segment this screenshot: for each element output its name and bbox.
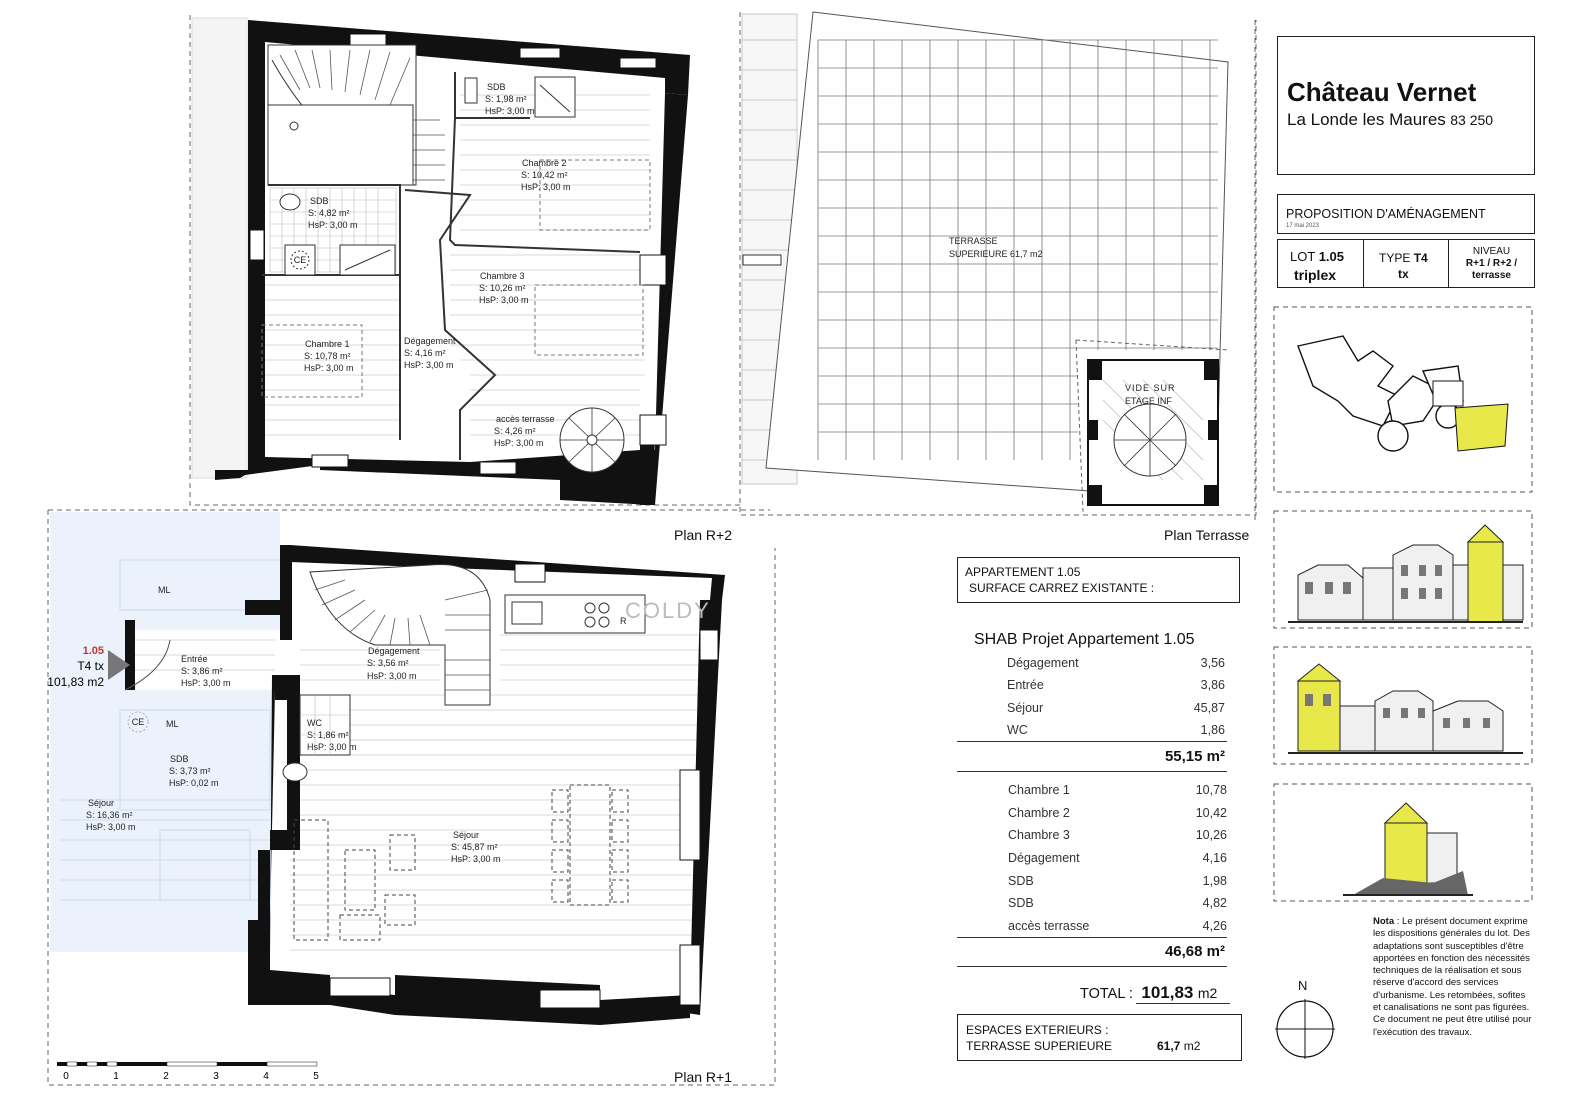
level-value: R+1 / R+2 / [1465, 258, 1518, 269]
lot-kind: triplex [1294, 267, 1337, 283]
r1-room-height: HsP: 3,00 m [451, 854, 501, 864]
shab-row-value: 4,16 [1202, 851, 1227, 865]
r2-room-surface: S: 4,16 m² [404, 348, 446, 358]
shab-rule [957, 966, 1227, 967]
r2-wc [280, 194, 300, 210]
r2-room-surface: S: 1,98 m² [485, 94, 527, 104]
scale-tick: 3 [213, 1071, 219, 1082]
proposal-box [1277, 194, 1535, 234]
proposal-title: PROPOSITION D'AMÉNAGEMENT [1286, 207, 1486, 221]
shab-total [1080, 983, 1217, 1003]
shab-row-value: 1,86 [1200, 723, 1225, 737]
carrez-box [957, 557, 1240, 603]
r1-room-name: WC [307, 718, 322, 728]
shab-row-value: 10,26 [1195, 828, 1227, 842]
r1-room-name: Dégagement [368, 646, 420, 656]
plan-r2 [0, 0, 760, 520]
r1-room-name: Séjour [453, 830, 480, 840]
r1-fridge-label: R [620, 616, 627, 626]
level-label: NIVEAU [1472, 246, 1511, 257]
nota-block [1373, 916, 1533, 1039]
elevation-back [1273, 783, 1535, 903]
north-arrow-icon [1274, 998, 1336, 1060]
nota-label: Nota [1373, 916, 1395, 927]
ghost-room-height: HsP: 3,00 m [86, 822, 136, 832]
project-postcode: 83 250 [1450, 112, 1494, 128]
proposal-date: 17 mai 2023 [1286, 223, 1320, 229]
plan-r2-title: Plan R+2 [674, 527, 732, 543]
r1-kitchen [505, 595, 645, 633]
r1-ml-label: ML [158, 585, 171, 595]
ghost-room-surface: S: 3,73 m² [169, 766, 211, 776]
r2-room-name: SDB [487, 82, 506, 92]
r2-room-name: Chambre 1 [305, 339, 350, 349]
carrez-line2: SURFACE CARREZ EXISTANTE : [969, 581, 1155, 595]
r2-room-height: HsP: 3,00 m [494, 438, 544, 448]
shab-rule [957, 741, 1227, 742]
lot-info-divider [1363, 240, 1364, 287]
r2-room-height: HsP: 3,00 m [485, 106, 535, 116]
nota-text: : Le présent document exprime les dispositions générales du lot. Des adaptations sont susceptibles d'être apportées en fonction des nécessités techniques de la réalisation et sous réserve d'accord des services d'urbanisme. Les retombées, sofites et canalisations ne sont pas figurées. Ce document ne peut être utilisé pour l'exécution des travaux. [1373, 916, 1532, 1038]
scale-bar [57, 1062, 319, 1082]
project-town: La Londe les Maures [1287, 110, 1446, 129]
project-location [1287, 110, 1493, 130]
shab-row-value: 4,26 [1202, 919, 1227, 933]
r2-ce-label: CE [293, 255, 307, 265]
sheet-divider [1250, 20, 1260, 520]
site-key-highlight [1455, 404, 1508, 451]
shab-row-value: 45,87 [1193, 701, 1225, 715]
ghost-room-name: SDB [170, 754, 189, 764]
elevation-side [1273, 646, 1535, 766]
shab-row-value: 10,42 [1195, 806, 1227, 820]
lot-marker-number: 1.05 [82, 645, 104, 657]
terrace-label: TERRASSE [949, 236, 998, 246]
scale-tick: 4 [263, 1071, 269, 1082]
r2-room-name: Chambre 3 [480, 271, 525, 281]
total-value: 101,83 [1141, 983, 1194, 1002]
shab-group2-total: 46,68 m² [1164, 943, 1225, 960]
r1-room-surface: S: 1,86 m² [307, 730, 349, 740]
shab-row-value: 10,78 [1195, 783, 1227, 797]
lot-type [1379, 251, 1428, 265]
lot-marker-area: 101,83 m2 [47, 675, 104, 689]
r2-room-surface: S: 10,78 m² [304, 351, 351, 361]
ghost-apartment [50, 512, 280, 952]
r2-room-name: Chambre 2 [522, 158, 567, 168]
r1-wc-toilet [283, 763, 307, 781]
shab-row-name: SDB [1008, 896, 1034, 910]
lot-value: 1.05 [1318, 249, 1344, 264]
r1-room-surface: S: 45,87 m² [451, 842, 498, 852]
r2-room-height: HsP: 3,00 m [304, 363, 354, 373]
r2-room-name: Dégagement [404, 336, 456, 346]
type-prefix: TYPE [1379, 251, 1411, 265]
r2-sink [465, 78, 477, 103]
project-name: Château Vernet [1287, 77, 1477, 107]
r2-room-name: accès terrasse [496, 414, 555, 424]
plan-r1 [0, 500, 780, 1100]
lot-prefix: LOT [1290, 249, 1316, 264]
scale-tick: 5 [313, 1071, 319, 1082]
shab-row-value: 4,82 [1202, 896, 1227, 910]
r2-room-surface: S: 4,82 m² [308, 208, 350, 218]
exterior-value-wrap [1157, 1039, 1200, 1053]
shab-rule [957, 937, 1227, 938]
void-label-2: ETAGE INF [1125, 396, 1172, 406]
exterior-line2: TERRASSE SUPERIEURE [966, 1039, 1113, 1053]
elevation-front [1273, 510, 1535, 630]
shab-row-value: 3,56 [1200, 656, 1225, 670]
shab-row-name: SDB [1008, 874, 1034, 888]
plan-r1-title: Plan R+1 [674, 1069, 732, 1085]
shab-row-value: 3,86 [1200, 678, 1225, 692]
total-label: TOTAL : [1080, 986, 1133, 1002]
r1-room-height: HsP: 3,00 m [367, 671, 417, 681]
ghost-room-surface: S: 16,36 m² [86, 810, 133, 820]
shab-group1-total: 55,15 m² [1164, 748, 1225, 765]
shab-row-name: accès terrasse [1008, 919, 1090, 933]
plan-terrace [738, 0, 1263, 520]
shab-rule [957, 771, 1227, 772]
neighbour-building [192, 18, 247, 478]
ghost-room-name: Séjour [88, 798, 115, 808]
scale-tick: 2 [163, 1071, 169, 1082]
type-suffix: tx [1398, 267, 1409, 281]
r2-room-surface: S: 10,26 m² [479, 283, 526, 293]
terrace-tower [1076, 340, 1228, 512]
shab-row-name: Dégagement [1007, 656, 1079, 670]
scale-tick: 1 [113, 1071, 119, 1082]
shab-row-name: Entrée [1007, 678, 1044, 692]
scale-tick: 0 [63, 1071, 69, 1082]
exterior-box [957, 1014, 1242, 1061]
r1-room-height: HsP: 3,00 m [181, 678, 231, 688]
r2-room-surface: S: 4,26 m² [494, 426, 536, 436]
carrez-line1: APPARTEMENT 1.05 [965, 565, 1081, 579]
site-key-plan [1273, 306, 1535, 494]
r1-room-name: Entrée [181, 654, 208, 664]
total-unit: m2 [1197, 985, 1218, 1001]
shab-title: SHAB Projet Appartement 1.05 [974, 631, 1195, 648]
shab-row-name: WC [1007, 723, 1028, 737]
watermark: COLDY [625, 598, 711, 623]
shab-row-name: Chambre 1 [1008, 783, 1070, 797]
total-underline [1136, 1003, 1230, 1004]
r2-room-height: HsP: 3,00 m [404, 360, 454, 370]
ghost-room-height: HsP: 0,02 m [169, 778, 219, 788]
shab-row-value: 1,98 [1202, 874, 1227, 888]
r2-room-height: HsP: 3,00 m [479, 295, 529, 305]
level-value-2: terrasse [1472, 270, 1511, 281]
void-label: VIDE SUR [1125, 383, 1176, 393]
type-value: T4 [1413, 251, 1428, 265]
r1-ce-label: CE [131, 717, 145, 727]
r2-room-name: SDB [310, 196, 329, 206]
shab-row-name: Séjour [1007, 701, 1044, 715]
r2-void [268, 105, 413, 185]
plan-terrace-title: Plan Terrasse [1164, 527, 1250, 543]
terrace-label-area: SUPERIEURE 61,7 m2 [949, 249, 1043, 259]
north-label: N [1298, 978, 1308, 993]
r1-ml-label-2: ML [166, 719, 179, 729]
project-header [1277, 36, 1535, 175]
exterior-line1: ESPACES EXTERIEURS : [966, 1023, 1109, 1037]
shab-row-name: Chambre 2 [1008, 806, 1070, 820]
r1-room-surface: S: 3,56 m² [367, 658, 409, 668]
r2-room-height: HsP: 3,00 m [308, 220, 358, 230]
lot-marker-type: T4 tx [77, 659, 104, 673]
r2-room-height: HsP: 3,00 m [521, 182, 571, 192]
lot-info-box [1277, 239, 1535, 288]
shab-row-name: Chambre 3 [1008, 828, 1070, 842]
r1-room-height: HsP: 3,00 m [307, 742, 357, 752]
r1-room-surface: S: 3,86 m² [181, 666, 223, 676]
exterior-unit: m2 [1183, 1039, 1201, 1053]
r2-spiral-stair [560, 408, 624, 472]
exterior-value: 61,7 [1157, 1039, 1181, 1053]
terrace-roof-opening [743, 255, 781, 265]
r2-room-surface: S: 10,42 m² [521, 170, 568, 180]
lot-number [1290, 249, 1344, 264]
shab-row-name: Dégagement [1008, 851, 1080, 865]
